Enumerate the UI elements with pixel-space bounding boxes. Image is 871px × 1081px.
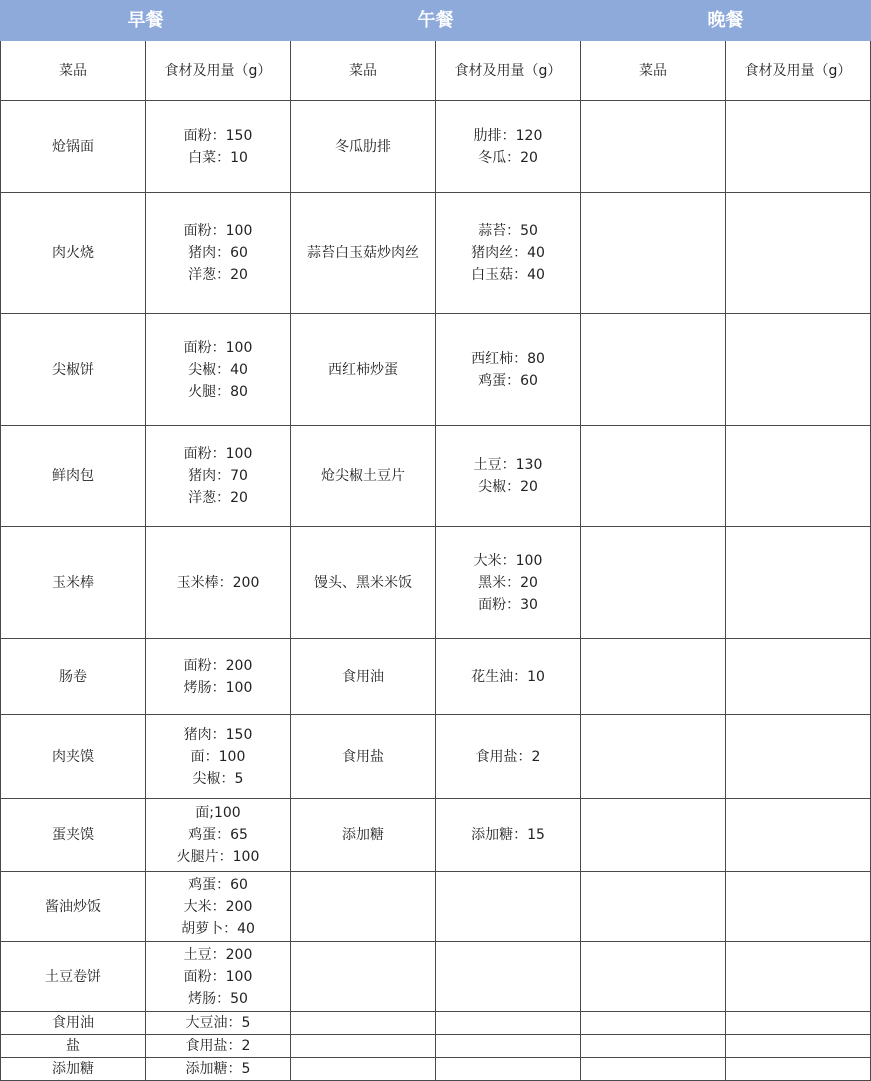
lunch-ingredients-header: 食材及用量（g） <box>436 41 581 101</box>
ingredient-line: 猪肉：150 <box>183 726 253 743</box>
lunch-dish-cell <box>291 1035 436 1058</box>
ingredient-line: 火腿：80 <box>188 383 248 400</box>
ingredient-line: 土豆：130 <box>473 457 543 473</box>
ingredient-line: 食用盐：2 <box>185 1038 251 1054</box>
table-row <box>1 1058 871 1081</box>
dinner-ingredients-header: 食材及用量（g） <box>726 41 871 101</box>
ingredient-line: 黑米：20 <box>478 574 538 591</box>
ingredient-line: 蒜苔：50 <box>478 223 538 239</box>
ingredient-line: 烤肠：100 <box>183 679 253 696</box>
ingredient-line: 面粉：30 <box>478 596 538 613</box>
lunch-header: 午餐 <box>291 1 581 41</box>
ingredient-line: 添加糖：15 <box>471 827 545 843</box>
breakfast-dish-header: 菜品 <box>1 41 146 101</box>
ingredient-line: 面粉：100 <box>183 968 253 985</box>
lunch-ingredients-cell <box>436 1058 581 1081</box>
ingredient-line: 大豆油：5 <box>185 1015 251 1031</box>
lunch-dish-cell: 食用油 <box>291 639 436 715</box>
table-row <box>1 715 871 799</box>
table-row <box>1 527 871 639</box>
ingredient-line: 白菜：10 <box>188 149 248 166</box>
lunch-ingredients-cell <box>436 426 581 527</box>
dinner-dish-cell <box>581 639 726 715</box>
ingredient-line: 鸡蛋：65 <box>188 827 248 843</box>
ingredient-line: 食用盐：2 <box>475 748 541 765</box>
ingredient-line: 猪肉：70 <box>188 468 248 484</box>
lunch-dish-cell: 蒜苔白玉菇炒肉丝 <box>291 193 436 314</box>
dinner-dish-cell <box>581 193 726 314</box>
lunch-dish-cell: 添加糖 <box>291 799 436 872</box>
dinner-ingredients-cell <box>726 426 871 527</box>
breakfast-dish-cell: 炝锅面 <box>1 101 146 193</box>
breakfast-dish-cell: 添加糖 <box>1 1058 146 1081</box>
lunch-ingredients-cell <box>436 942 581 1012</box>
dinner-dish-cell <box>581 872 726 942</box>
ingredient-line: 面粉：100 <box>183 446 253 462</box>
lunch-ingredients-cell <box>436 639 581 715</box>
breakfast-ingredients-cell <box>146 639 291 715</box>
breakfast-ingredients-cell <box>146 715 291 799</box>
lunch-dish-header: 菜品 <box>291 41 436 101</box>
breakfast-ingredients-cell <box>146 1012 291 1035</box>
dinner-dish-cell <box>581 314 726 426</box>
ingredient-line: 面;100 <box>195 805 241 821</box>
breakfast-ingredients-cell <box>146 101 291 193</box>
breakfast-dish-cell: 鲜肉包 <box>1 426 146 527</box>
ingredient-line: 西红柿：80 <box>471 350 545 367</box>
lunch-dish-cell <box>291 1058 436 1081</box>
ingredient-line: 玉米棒：200 <box>176 574 260 591</box>
breakfast-header: 早餐 <box>1 1 291 41</box>
ingredient-line: 花生油：10 <box>471 668 545 685</box>
table-row <box>1 639 871 715</box>
dinner-ingredients-cell <box>726 1035 871 1058</box>
ingredient-line: 添加糖：5 <box>185 1061 251 1077</box>
lunch-ingredients-cell <box>436 527 581 639</box>
lunch-dish-cell <box>291 942 436 1012</box>
dinner-ingredients-cell <box>726 193 871 314</box>
breakfast-ingredients-cell <box>146 426 291 527</box>
lunch-dish-cell: 炝尖椒土豆片 <box>291 426 436 527</box>
breakfast-ingredients-cell <box>146 799 291 872</box>
lunch-ingredients-cell <box>436 314 581 426</box>
breakfast-ingredients-cell <box>146 1035 291 1058</box>
ingredient-line: 洋葱：20 <box>188 490 248 506</box>
ingredient-line: 面：100 <box>190 748 246 765</box>
ingredient-line: 烤肠：50 <box>188 990 248 1007</box>
table-row <box>1 101 871 193</box>
breakfast-dish-cell: 肉火烧 <box>1 193 146 314</box>
table-row <box>1 872 871 942</box>
breakfast-ingredients-cell <box>146 193 291 314</box>
dinner-dish-cell <box>581 101 726 193</box>
breakfast-dish-cell: 玉米棒 <box>1 527 146 639</box>
dinner-ingredients-cell <box>726 639 871 715</box>
lunch-ingredients-cell <box>436 1012 581 1035</box>
lunch-dish-cell <box>291 1012 436 1035</box>
meal-header-row <box>1 1 871 41</box>
ingredient-line: 面粉：200 <box>183 657 253 674</box>
dinner-dish-cell <box>581 1012 726 1035</box>
lunch-dish-cell: 馒头、黑米米饭 <box>291 527 436 639</box>
ingredient-line: 肋排：120 <box>473 127 543 144</box>
ingredient-line: 白玉菇：40 <box>471 267 545 283</box>
dinner-ingredients-cell <box>726 314 871 426</box>
ingredient-line: 大米：200 <box>183 898 253 915</box>
ingredient-line: 胡萝卜：40 <box>181 920 255 937</box>
dinner-dish-cell <box>581 942 726 1012</box>
breakfast-dish-cell: 盐 <box>1 1035 146 1058</box>
breakfast-dish-cell: 食用油 <box>1 1012 146 1035</box>
lunch-ingredients-cell <box>436 715 581 799</box>
column-header-row <box>1 41 871 101</box>
dinner-ingredients-cell <box>726 942 871 1012</box>
table-row <box>1 942 871 1012</box>
ingredient-line: 猪肉：60 <box>188 245 248 261</box>
lunch-ingredients-cell <box>436 193 581 314</box>
breakfast-ingredients-cell <box>146 872 291 942</box>
lunch-ingredients-cell <box>436 799 581 872</box>
table-row <box>1 314 871 426</box>
dinner-ingredients-cell <box>726 1058 871 1081</box>
lunch-ingredients-cell <box>436 1035 581 1058</box>
ingredient-line: 尖椒：5 <box>192 770 244 787</box>
table-row <box>1 193 871 314</box>
ingredient-line: 面粉：100 <box>183 223 253 239</box>
lunch-dish-cell: 西红柿炒蛋 <box>291 314 436 426</box>
ingredient-line: 土豆：200 <box>183 946 253 963</box>
ingredient-line: 冬瓜：20 <box>478 149 538 166</box>
table-row <box>1 799 871 872</box>
dinner-dish-cell <box>581 799 726 872</box>
breakfast-ingredients-cell <box>146 1058 291 1081</box>
breakfast-dish-cell: 肠卷 <box>1 639 146 715</box>
dinner-ingredients-cell <box>726 715 871 799</box>
lunch-ingredients-cell <box>436 872 581 942</box>
lunch-dish-cell: 食用盐 <box>291 715 436 799</box>
breakfast-dish-cell: 肉夹馍 <box>1 715 146 799</box>
dinner-dish-cell <box>581 1035 726 1058</box>
dinner-dish-cell <box>581 715 726 799</box>
dinner-ingredients-cell <box>726 872 871 942</box>
table-row <box>1 1035 871 1058</box>
breakfast-ingredients-cell <box>146 527 291 639</box>
ingredient-line: 鸡蛋：60 <box>478 372 538 389</box>
breakfast-dish-cell: 尖椒饼 <box>1 314 146 426</box>
ingredient-line: 面粉：150 <box>183 127 253 144</box>
dinner-ingredients-cell <box>726 527 871 639</box>
table-row <box>1 426 871 527</box>
dinner-header: 晚餐 <box>581 1 871 41</box>
dinner-dish-cell <box>581 1058 726 1081</box>
ingredient-line: 大米：100 <box>473 552 543 569</box>
lunch-dish-cell <box>291 872 436 942</box>
lunch-ingredients-cell <box>436 101 581 193</box>
ingredient-line: 面粉：100 <box>183 339 253 356</box>
dinner-ingredients-cell <box>726 1012 871 1035</box>
breakfast-ingredients-header: 食材及用量（g） <box>146 41 291 101</box>
lunch-dish-cell: 冬瓜肋排 <box>291 101 436 193</box>
dinner-ingredients-cell <box>726 101 871 193</box>
breakfast-dish-cell: 蛋夹馍 <box>1 799 146 872</box>
dinner-ingredients-cell <box>726 799 871 872</box>
breakfast-dish-cell: 酱油炒饭 <box>1 872 146 942</box>
dinner-dish-cell <box>581 426 726 527</box>
table-row <box>1 1012 871 1035</box>
ingredient-line: 猪肉丝：40 <box>471 245 545 261</box>
dinner-dish-header: 菜品 <box>581 41 726 101</box>
ingredient-line: 尖椒：40 <box>188 361 248 378</box>
dinner-dish-cell <box>581 527 726 639</box>
meal-plan-body <box>1 1 871 1081</box>
ingredient-line: 洋葱：20 <box>188 267 248 283</box>
ingredient-line: 火腿片：100 <box>176 849 260 865</box>
ingredient-line: 尖椒：20 <box>478 479 538 495</box>
breakfast-ingredients-cell <box>146 942 291 1012</box>
breakfast-ingredients-cell <box>146 314 291 426</box>
breakfast-dish-cell: 土豆卷饼 <box>1 942 146 1012</box>
ingredient-line: 鸡蛋：60 <box>188 876 248 893</box>
